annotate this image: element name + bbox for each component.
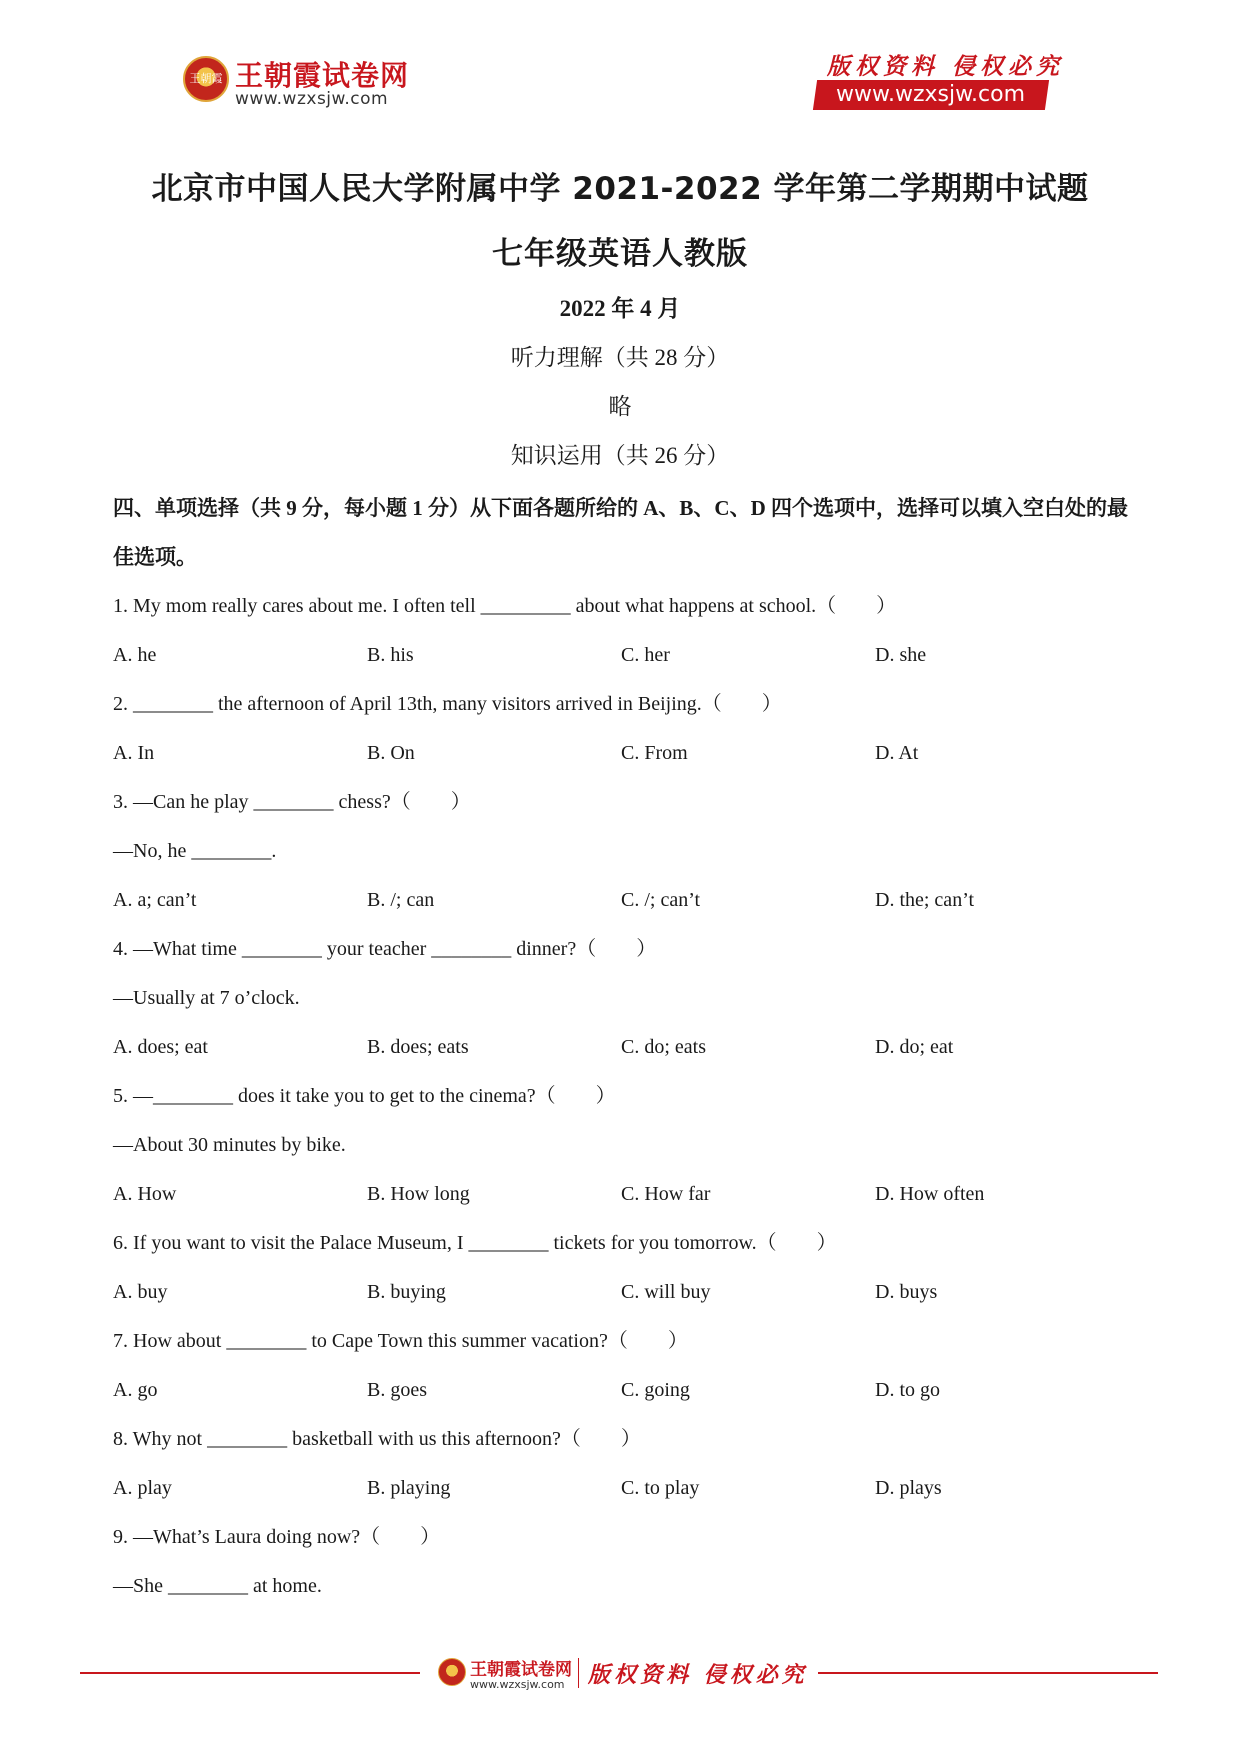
question-stem: 9. —What’s Laura doing now?（ ） — [113, 1526, 441, 1548]
option-a: A. play — [113, 1477, 172, 1499]
option-c: C. will buy — [621, 1281, 711, 1303]
section-knowledge: 知识运用（共 26 分） — [510, 443, 730, 468]
footer-divider-right — [818, 1672, 1158, 1674]
option-d: D. How often — [875, 1183, 985, 1205]
option-c: C. to play — [621, 1477, 700, 1499]
option-b: B. playing — [367, 1477, 451, 1499]
option-a: A. a; can’t — [113, 889, 197, 911]
exam-date: 2022 年 4 月 — [559, 296, 681, 321]
question-stem: 6. If you want to visit the Palace Museum, I ________ tickets for you tomorrow.（ ） — [113, 1232, 837, 1254]
option-c: C. do; eats — [621, 1036, 706, 1058]
option-a: A. buy — [113, 1281, 168, 1303]
option-row — [113, 1023, 1133, 1072]
seal-icon: 王朝霞 — [183, 56, 229, 102]
option-b: B. How long — [367, 1183, 470, 1205]
exam-subtitle: 七年级英语人教版 — [492, 236, 748, 272]
option-b: B. /; can — [367, 889, 435, 911]
option-b: B. On — [367, 742, 415, 764]
question-stem: 1. My mom really cares about me. I often tell _________ about what happens at school.（ ） — [113, 595, 897, 617]
question-dialogue-line: —She ________ at home. — [113, 1575, 322, 1597]
option-d: D. buys — [875, 1281, 938, 1303]
option-a: A. he — [113, 644, 157, 666]
option-row — [113, 1268, 1133, 1317]
option-d: D. to go — [875, 1379, 940, 1401]
copyright-banner — [815, 48, 1065, 112]
option-c: C. From — [621, 742, 688, 764]
option-c: C. her — [621, 644, 670, 666]
footer-seal-icon — [438, 1658, 466, 1686]
question-dialogue-line: —No, he ________. — [113, 840, 277, 862]
question-stem: 5. —________ does it take you to get to the cinema?（ ） — [113, 1085, 616, 1107]
section-listening: 听力理解（共 28 分） — [510, 345, 730, 370]
footer-slogan: 版权资料 侵权必究 — [588, 1662, 808, 1688]
section-omitted: 略 — [608, 394, 632, 419]
url-bar-text[interactable]: www.wzxsjw.com — [836, 82, 1026, 107]
option-b: B. his — [367, 644, 414, 666]
option-c: C. going — [621, 1379, 690, 1401]
footer-separator — [578, 1658, 579, 1688]
option-row — [113, 729, 1133, 778]
section-instruction: 四、单项选择（共 9 分，每小题 1 分）从下面各题所给的 A、B、C、D 四个选项中，选择可以填入空白处的最佳选项。 — [113, 496, 1128, 569]
option-row — [113, 1464, 1133, 1513]
copyright-slogan: 版权资料 侵权必究 — [827, 53, 1065, 80]
option-d: D. she — [875, 644, 927, 666]
brand-url[interactable]: www.wzxsjw.com — [235, 89, 389, 109]
question-stem: 2. ________ the afternoon of April 13th, many visitors arrived in Beijing.（ ） — [113, 693, 782, 715]
option-b: B. does; eats — [367, 1036, 469, 1058]
option-a: A. go — [113, 1379, 158, 1401]
question-stem: 7. How about ________ to Cape Town this summer vacation?（ ） — [113, 1330, 688, 1352]
footer-logo — [438, 1654, 808, 1694]
option-d: D. At — [875, 742, 919, 764]
option-d: D. the; can’t — [875, 889, 975, 911]
question-list — [113, 582, 1133, 1611]
option-b: B. goes — [367, 1379, 427, 1401]
question-stem: 8. Why not ________ basketball with us this afternoon?（ ） — [113, 1428, 641, 1450]
option-d: D. do; eat — [875, 1036, 954, 1058]
footer-brand-url[interactable]: www.wzxsjw.com — [470, 1678, 565, 1691]
option-a: A. does; eat — [113, 1036, 208, 1058]
question-stem: 4. —What time ________ your teacher ________ dinner?（ ） — [113, 938, 657, 960]
option-b: B. buying — [367, 1281, 446, 1303]
question-dialogue-line: —Usually at 7 o’clock. — [113, 987, 300, 1009]
option-row — [113, 631, 1133, 680]
option-a: A. In — [113, 742, 155, 764]
url-bar[interactable] — [813, 80, 1049, 110]
footer-divider-left — [80, 1672, 420, 1674]
exam-title: 北京市中国人民大学附属中学 2021-2022 学年第二学期期中试题 — [151, 171, 1089, 207]
question-dialogue-line: —About 30 minutes by bike. — [113, 1134, 346, 1156]
option-row — [113, 1170, 1133, 1219]
site-logo[interactable] — [183, 52, 413, 114]
option-c: C. /; can’t — [621, 889, 701, 911]
brand-name: 王朝霞试卷网 — [235, 59, 410, 92]
footer-brand-name: 王朝霞试卷网 — [470, 1660, 572, 1680]
option-d: D. plays — [875, 1477, 942, 1499]
option-row — [113, 1366, 1133, 1415]
option-c: C. How far — [621, 1183, 711, 1205]
option-row — [113, 876, 1133, 925]
question-area — [113, 484, 1133, 1611]
option-a: A. How — [113, 1183, 177, 1205]
question-stem: 3. —Can he play ________ chess?（ ） — [113, 791, 471, 813]
